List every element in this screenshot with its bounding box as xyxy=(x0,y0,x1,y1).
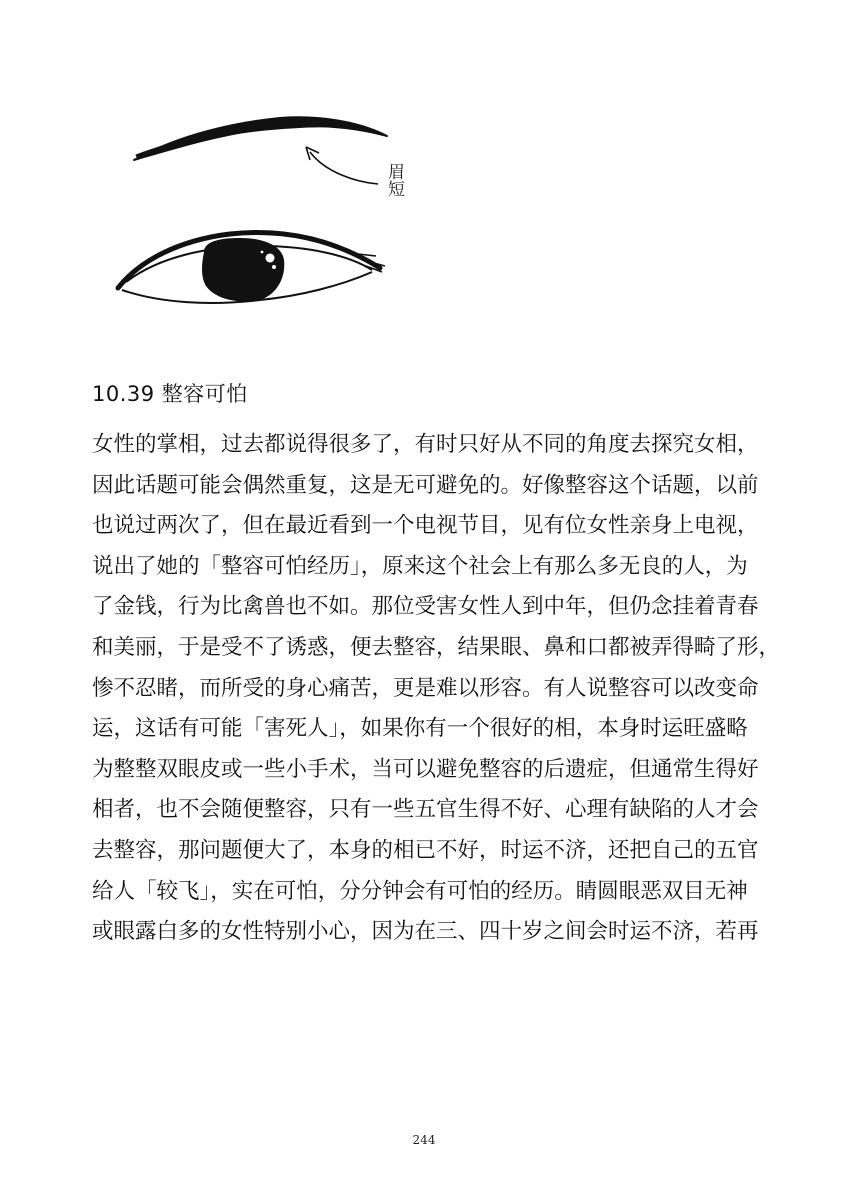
eyebrow-stroke xyxy=(134,117,387,160)
section-title: 10.39 整容可怕 xyxy=(92,382,248,406)
short-eyebrow-label: 眉短 xyxy=(384,163,404,197)
body-line: 为整整双眼皮或一些小手术，当可以避免整容的后遗症，但通常生得好 xyxy=(92,756,759,782)
iris xyxy=(202,238,284,301)
body-line: 惨不忍睹，而所受的身心痛苦，更是难以形容。有人说整容可以改变命 xyxy=(92,675,759,701)
eye-illustration xyxy=(100,100,420,320)
body-line: 运，这话有可能「害死人」，如果你有一个很好的相，本身时运旺盛略 xyxy=(92,716,748,742)
pointer-arrow xyxy=(306,147,378,184)
body-line: 也说过两次了，但在最近看到一个电视节目，见有位女性亲身上电视， xyxy=(92,513,759,539)
eye-drawing-icon xyxy=(100,100,420,320)
body-line: 因此话题可能会偶然重复，这是无可避免的。好像整容这个话题，以前 xyxy=(92,472,759,498)
body-line: 给人「较飞」，实在可怕，分分钟会有可怕的经历。睛圆眼恶双目无神 xyxy=(92,878,748,904)
body-line: 女性的掌相，过去都说得很多了，有时只好从不同的角度去探究女相， xyxy=(92,432,759,457)
body-line: 或眼露白多的女性特别小心，因为在三、四十岁之间会时运不济，若再 xyxy=(92,919,759,945)
body-line: 相者，也不会随便整容，只有一些五官生得不好、心理有缺陷的人才会 xyxy=(92,797,759,823)
body-line: 去整容，那问题便大了，本身的相已不好，时运不济，还把自己的五官 xyxy=(92,837,759,863)
body-line: 和美丽，于是受不了诱惑，便去整容，结果眼、鼻和口都被弄得畸了形， xyxy=(92,634,781,660)
body-paragraph xyxy=(92,425,792,953)
body-line: 了金钱，行为比禽兽也不如。那位受害女性人到中年，但仍念挂着青春 xyxy=(92,594,759,620)
page-number: 244 xyxy=(412,1133,436,1147)
body-line: 说出了她的「整容可怕经历」，原来这个社会上有那么多无良的人，为 xyxy=(92,553,748,579)
